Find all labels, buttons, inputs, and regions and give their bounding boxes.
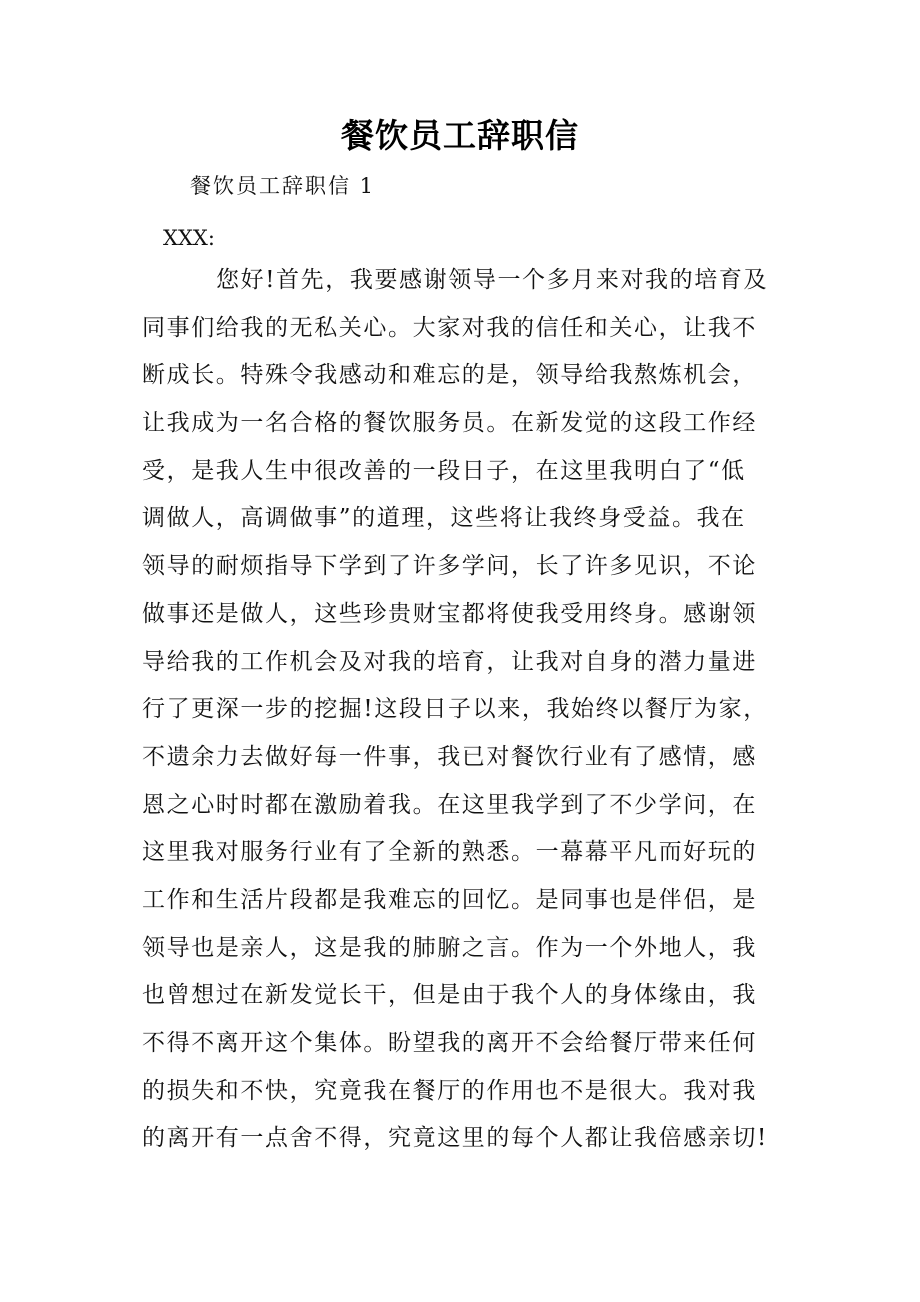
body-line: 同事们给我的无私关心。大家对我的信任和关心，让我不 xyxy=(142,314,757,341)
body-line: 受，是我人生中很改善的一段日子，在这里我明白了“低 xyxy=(142,457,746,484)
body-line: 也曾想过在新发觉长干，但是由于我个人的身体缘由，我 xyxy=(142,982,757,1009)
body-line: 不遗余力去做好每一件事，我已对餐饮行业有了感情，感 xyxy=(142,743,757,770)
body-line: 让我成为一名合格的餐饮服务员。在新发觉的这段工作经 xyxy=(142,410,757,437)
body-line: 工作和生活片段都是我难忘的回忆。是同事也是伴侣，是 xyxy=(142,886,757,913)
body-line: 的离开有一点舍不得，究竟这里的每个人都让我倍感亲切! xyxy=(142,1125,768,1152)
salutation: XXX: xyxy=(163,226,215,250)
letter-body xyxy=(142,262,782,1168)
body-line: 领导也是亲人，这是我的肺腑之言。作为一个外地人，我 xyxy=(142,934,757,961)
body-line: 这里我对服务行业有了全新的熟悉。一幕幕平凡而好玩的 xyxy=(142,839,757,866)
body-line: 导给我的工作机会及对我的培育，让我对自身的潜力量进 xyxy=(142,648,757,675)
body-line: 恩之心时时都在激励着我。在这里我学到了不少学问，在 xyxy=(142,791,757,818)
body-line: 不得不离开这个集体。盼望我的离开不会给餐厅带来任何 xyxy=(142,1030,757,1056)
body-line: 您好!首先，我要感谢领导一个多月来对我的培育及 xyxy=(216,267,769,293)
body-line: 的损失和不快，究竟我在餐厅的作用也不是很大。我对我 xyxy=(142,1077,757,1104)
body-line: 做事还是做人，这些珍贵财宝都将使我受用终身。感谢领 xyxy=(142,600,757,627)
document-subtitle: 餐饮员工辞职信 1 xyxy=(190,174,376,198)
body-line: 领导的耐烦指导下学到了许多学问，长了许多见识，不论 xyxy=(142,553,757,580)
body-line: 行了更深一步的挖掘!这段日子以来，我始终以餐厅为家， xyxy=(142,696,768,723)
body-line: 断成长。特殊令我感动和难忘的是，领导给我熬炼机会， xyxy=(142,362,757,389)
document-title: 餐饮员工辞职信 xyxy=(341,116,579,155)
body-line: 调做人，高调做事”的道理，这些将让我终身受益。我在 xyxy=(142,505,746,532)
